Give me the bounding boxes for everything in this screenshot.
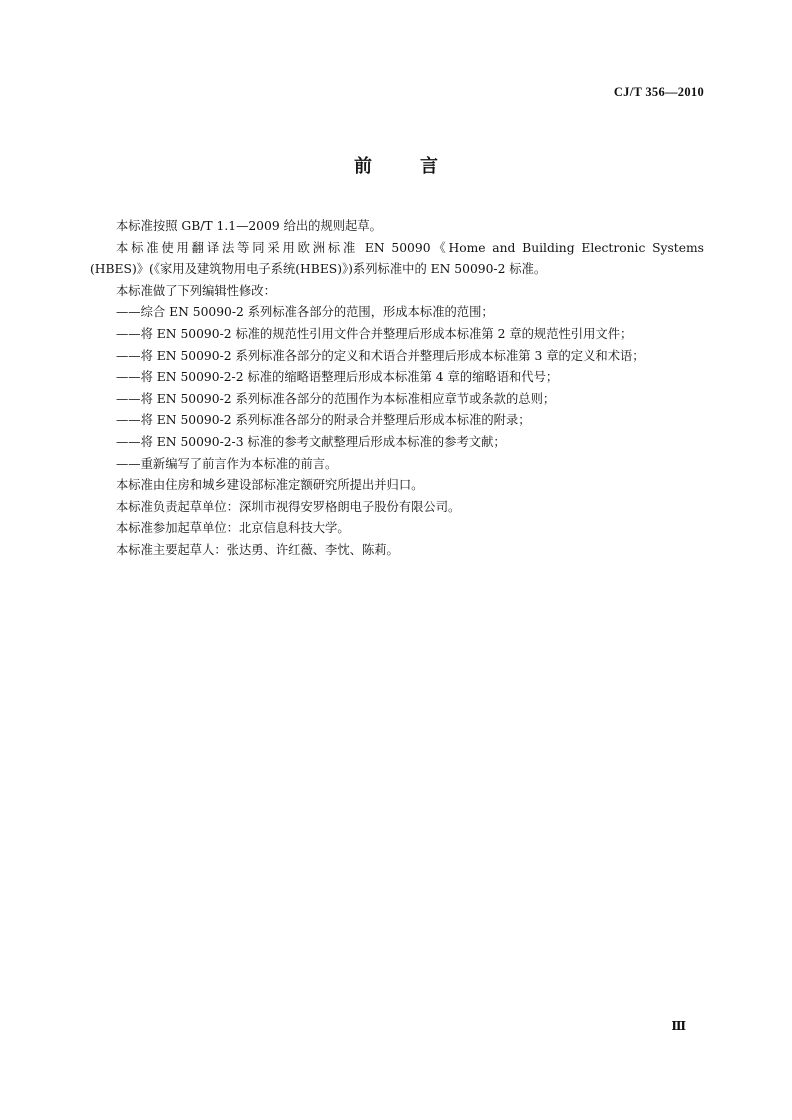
foreword-body	[90, 216, 704, 562]
list-item-abbreviations: ——将 EN 50090-2-2 标准的缩略语整理后形成本标准第 4 章的缩略语和代号；	[116, 370, 559, 385]
list-item-definitions: ——将 EN 50090-2 系列标准各部分的定义和术语合并整理后形成本标准第 3 章的定义和术语；	[116, 348, 645, 363]
paragraph-main-drafters: 本标准主要起草人：张达勇、许红薇、李忱、陈莉。	[116, 542, 399, 557]
list-item-normative-references: ——将 EN 50090-2 标准的规范性引用文件合并整理后形成本标准第 2 章的规范性引用文件；	[116, 326, 633, 341]
paragraph-drafting-rules: 本标准按照 GB/T 1.1—2009 给出的规则起草。	[116, 219, 382, 233]
paragraph-proposer: 本标准由住房和城乡建设部标准定额研究所提出并归口。	[116, 478, 424, 493]
list-item-scope: ——综合 EN 50090-2 系列标准各部分的范围，形成本标准的范围；	[116, 305, 494, 320]
paragraph-editorial-changes: 本标准做了下列编辑性修改：	[116, 283, 276, 298]
paragraph-lead-drafter: 本标准负责起草单位：深圳市视得安罗格朗电子股份有限公司。	[116, 499, 461, 514]
paragraph-adoption-line2: (HBES)》(《家用及建筑物用电子系统(HBES)》)系列标准中的 EN 50090-2 标准。	[90, 262, 547, 277]
list-item-annexes: ——将 EN 50090-2 系列标准各部分的附录合并整理后形成本标准的附录；	[116, 413, 531, 428]
list-item-bibliography: ——将 EN 50090-2-3 标准的参考文献整理后形成本标准的参考文献；	[116, 434, 506, 449]
page-title: 前言	[354, 156, 486, 177]
list-item-general-rules: ——将 EN 50090-2 系列标准各部分的范围作为本标准相应章节或条款的总则；	[116, 391, 556, 406]
list-item-foreword: ——重新编写了前言作为本标准的前言。	[116, 456, 338, 471]
paragraph-adoption-line1: 本标准使用翻译法等同采用欧洲标准 EN 50090《Home and Building Electronic Systems	[116, 240, 704, 255]
standard-number: CJ/T 356—2010	[613, 85, 704, 99]
paragraph-participating-drafter: 本标准参加起草单位：北京信息科技大学。	[116, 521, 350, 536]
page-number: Ⅲ	[671, 1019, 686, 1033]
